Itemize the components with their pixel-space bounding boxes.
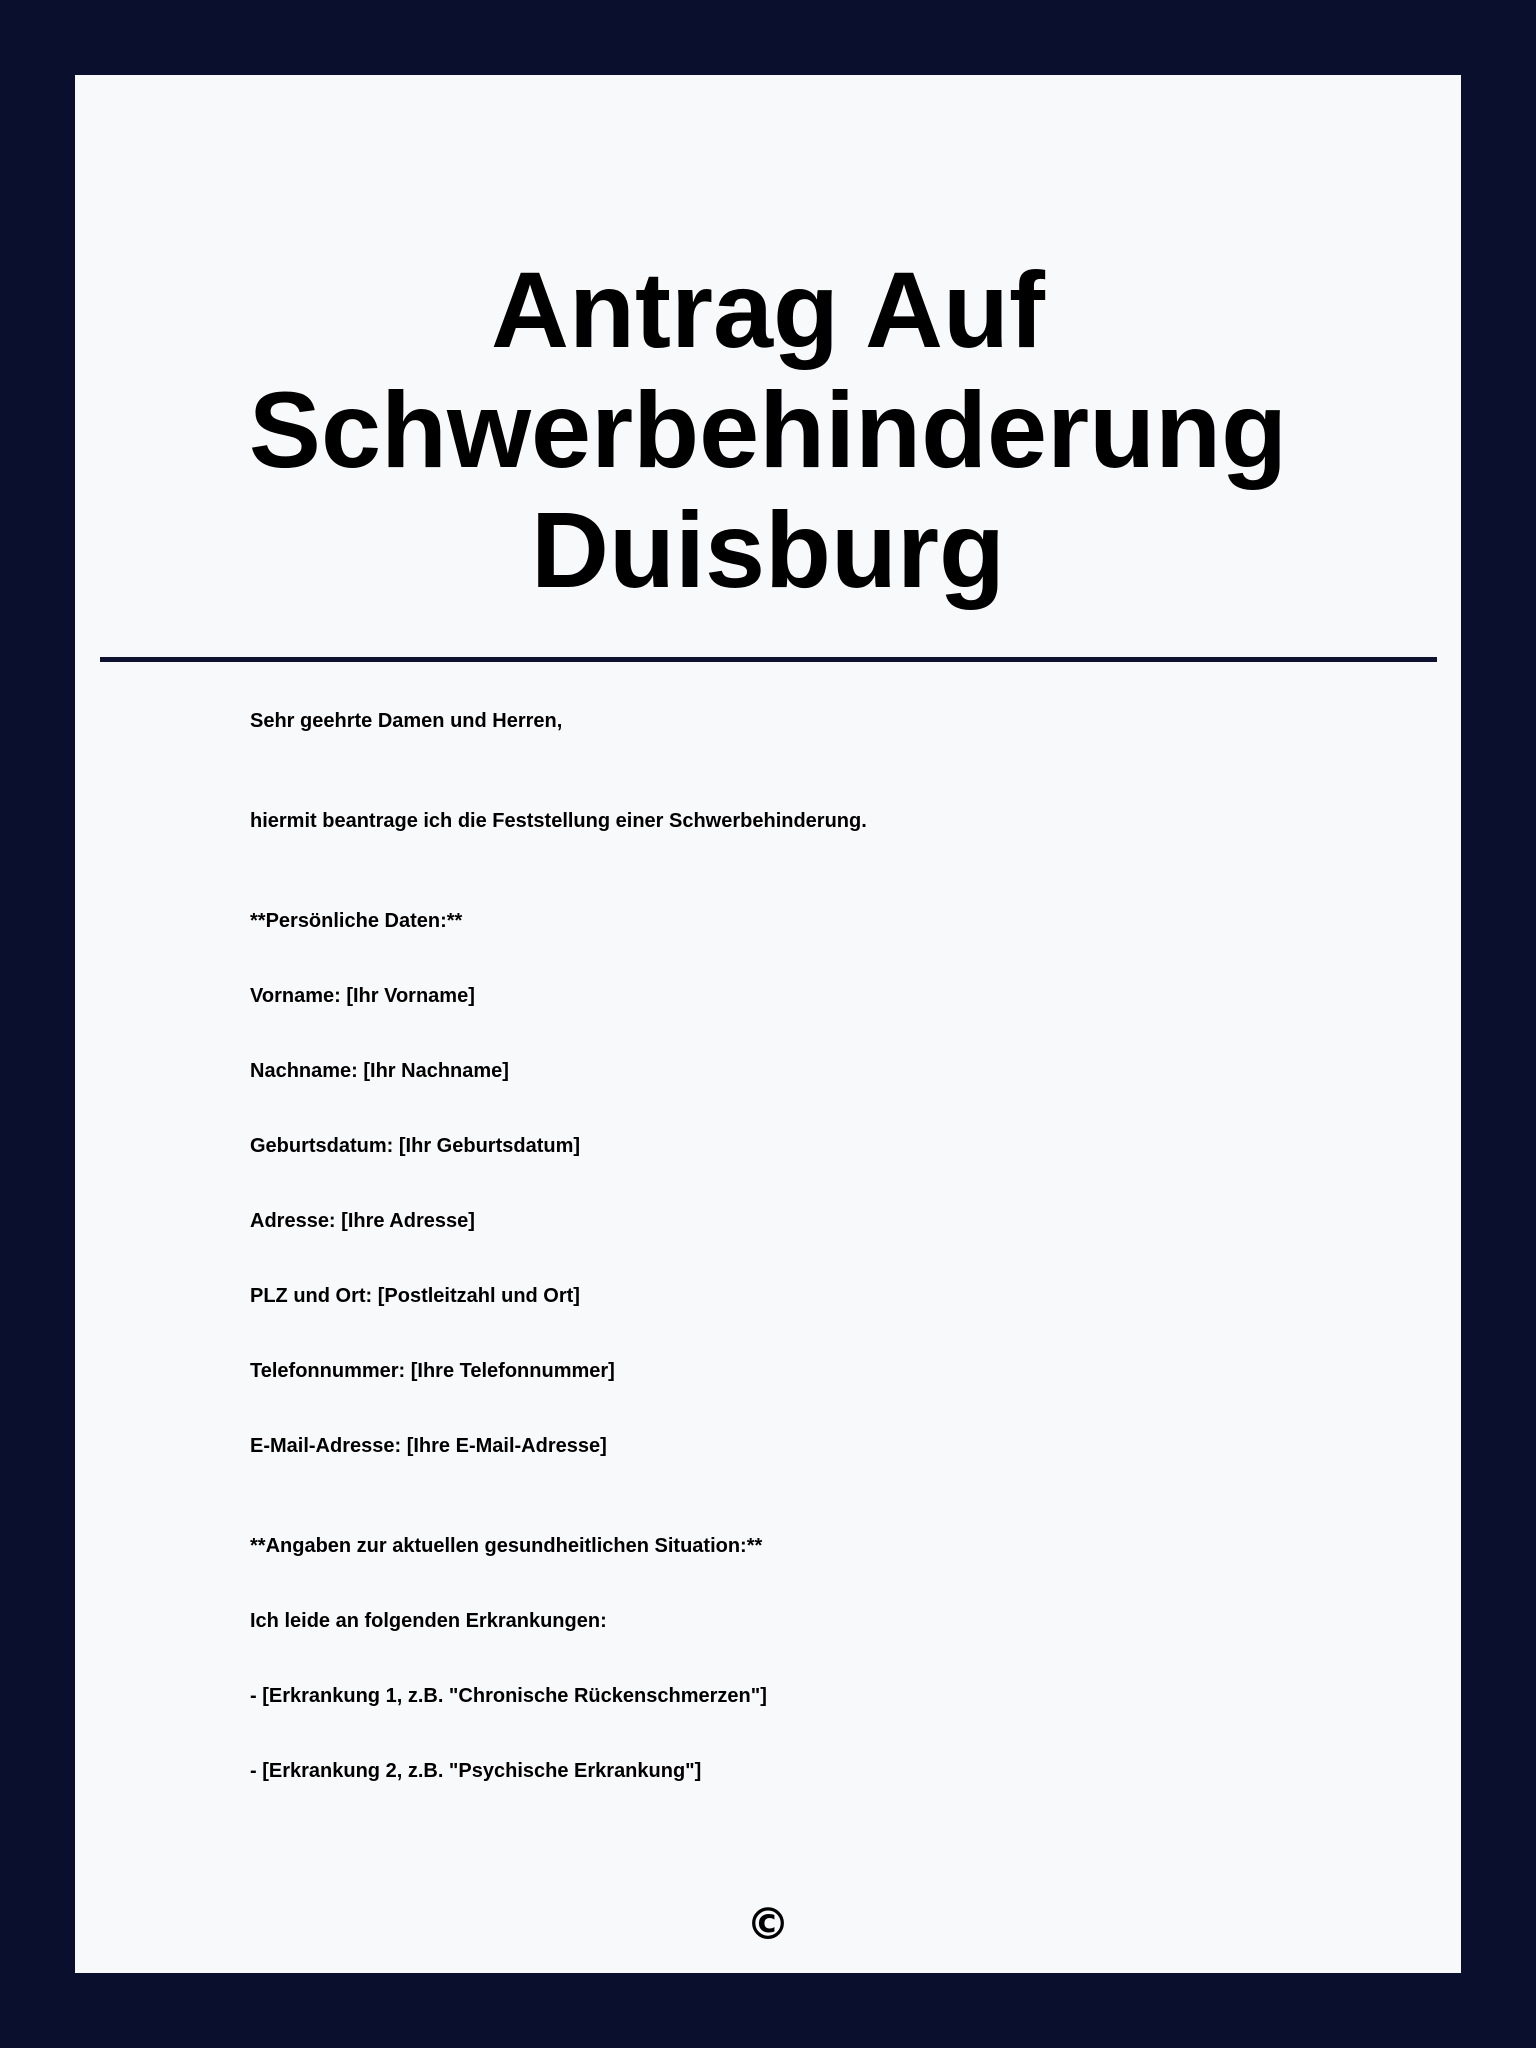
condition-item-2: - [Erkrankung 2, z.B. "Psychische Erkrankung"] [250, 1760, 702, 1782]
field-email: E-Mail-Adresse: [Ihre E-Mail-Adresse] [250, 1435, 607, 1457]
document-page [75, 75, 1461, 1973]
personal-data-heading: **Persönliche Daten:** [250, 910, 463, 932]
document-title [75, 250, 1461, 610]
title-line-1: Antrag Auf [491, 249, 1045, 370]
field-last-name: Nachname: [Ihr Nachname] [250, 1060, 509, 1082]
greeting: Sehr geehrte Damen und Herren, [250, 710, 563, 732]
intro-paragraph: hiermit beantrage ich die Feststellung einer Schwerbehinderung. [250, 810, 867, 832]
field-address: Adresse: [Ihre Adresse] [250, 1210, 475, 1232]
health-heading: **Angaben zur aktuellen gesundheitlichen Situation:** [250, 1535, 763, 1557]
field-first-name: Vorname: [Ihr Vorname] [250, 985, 475, 1007]
title-line-3: Duisburg [531, 489, 1005, 610]
field-birth-date: Geburtsdatum: [Ihr Geburtsdatum] [250, 1135, 581, 1157]
health-intro: Ich leide an folgenden Erkrankungen: [250, 1610, 607, 1632]
title-line-2: Schwerbehinderung [248, 369, 1288, 490]
title-divider [100, 657, 1437, 662]
field-postal-city: PLZ und Ort: [Postleitzahl und Ort] [250, 1285, 580, 1307]
condition-item-1: - [Erkrankung 1, z.B. "Chronische Rückenschmerzen"] [250, 1685, 767, 1707]
copyright-icon: © [746, 1899, 790, 1950]
field-phone: Telefonnummer: [Ihre Telefonnummer] [250, 1360, 615, 1382]
